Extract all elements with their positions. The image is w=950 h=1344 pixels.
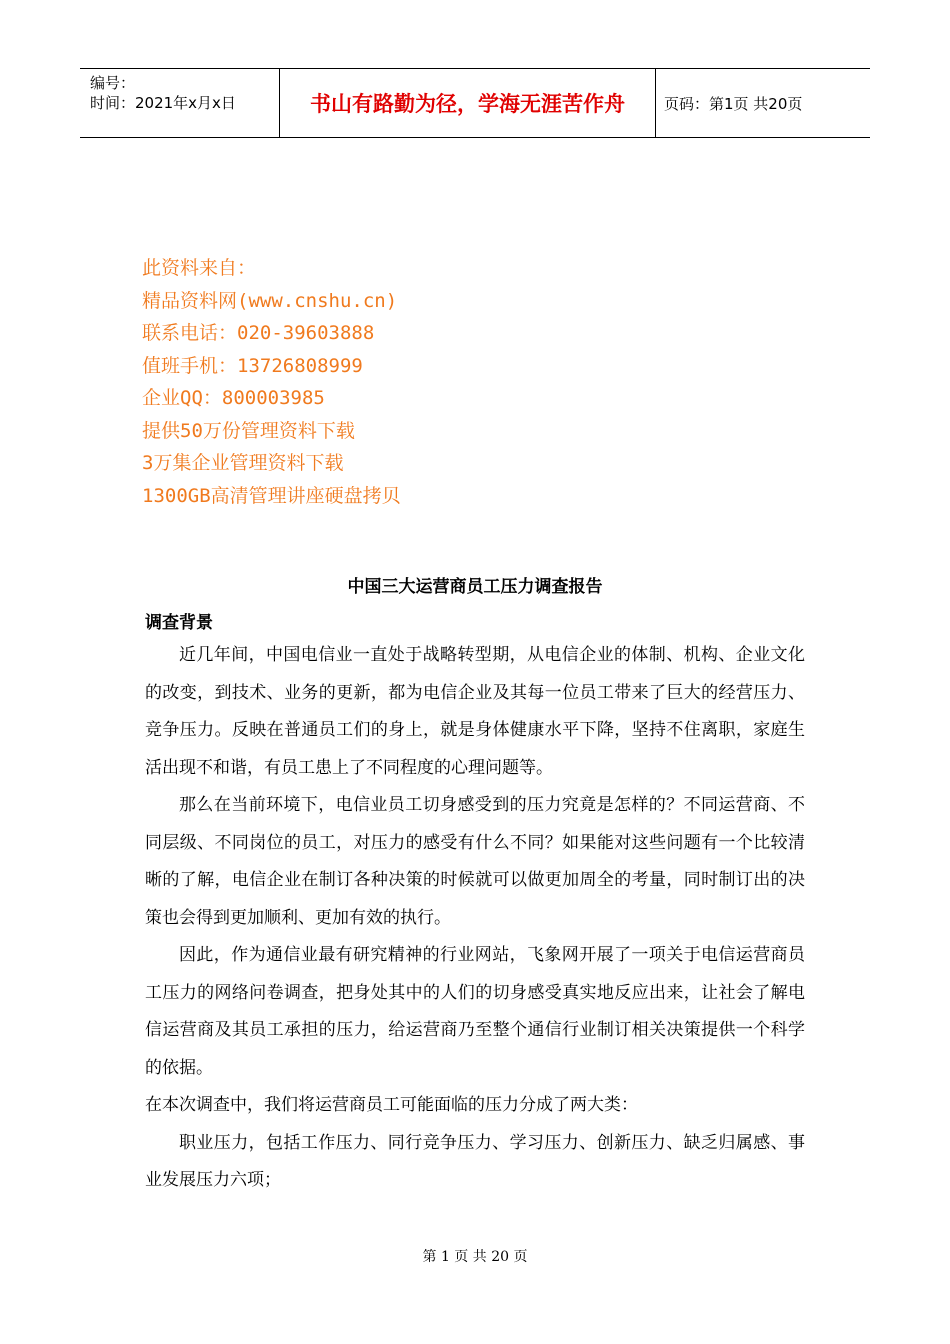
paragraph: 近几年间，中国电信业一直处于战略转型期，从电信企业的体制、机构、企业文化的改变，到技术、业务的更新，都为电信企业及其每一位员工带来了巨大的经营压力、竞争压力。反映在普通员工们的身上，就是身体健康水平下降，坚持不住离职，家庭生活出现不和谐，有员工患上了不同程度的心理问题等。 (145, 645, 805, 778)
body-text (145, 637, 805, 1200)
paragraph: 那么在当前环境下，电信业员工切身感受到的压力究竟是怎样的？不同运营商、不同层级、不同岗位的员工，对压力的感受有什么不同？如果能对这些问题有一个比较清晰的了解，电信企业在制订各种决策的时候就可以做更加周全的考量，同时制订出的决策也会得到更加顺利、更加有效的执行。 (145, 795, 805, 928)
ad-line: 1300GB高清管理讲座硬盘拷贝 (142, 484, 401, 507)
section-heading: 调查背景 (145, 613, 213, 633)
header-page-info: 页码：第1页 共20页 (664, 94, 803, 113)
ad-line: 3万集企业管理资料下载 (142, 452, 344, 474)
ad-line[interactable]: 精品资料网(www.cnshu.cn) (142, 289, 398, 312)
ad-line: 此资料来自： (142, 257, 257, 279)
ad-line: 提供50万份管理资料下载 (142, 419, 355, 442)
time-label: 时间：2021年x月x日 (90, 94, 236, 112)
document-title: 中国三大运营商员工压力调查报告 (347, 577, 603, 597)
ad-block (142, 252, 401, 512)
number-label: 编号： (90, 74, 136, 92)
header-meta-cell (80, 69, 280, 137)
ad-line: 联系电话：020-39603888 (142, 322, 375, 344)
page-footer: 第 1 页 共 20 页 (422, 1249, 528, 1265)
paragraph: 在本次调查中，我们将运营商员工可能面临的压力分成了两大类： (145, 1095, 638, 1115)
header-motto: 书山有路勤为径，学海无涯苦作舟 (280, 69, 656, 137)
ad-line: 值班手机：13726808999 (142, 354, 363, 377)
header-table (80, 68, 870, 138)
paragraph: 职业压力，包括工作压力、同行竞争压力、学习压力、创新压力、缺乏归属感、事业发展压力六项； (145, 1132, 805, 1190)
ad-line: 企业QQ：800003985 (142, 387, 325, 409)
paragraph: 因此，作为通信业最有研究精神的行业网站，飞象网开展了一项关于电信运营商员工压力的网络问卷调查，把身处其中的人们的切身感受真实地反应出来，让社会了解电信运营商及其员工承担的压力，给运营商乃至整个通信行业制订相关决策提供一个科学的依据。 (145, 945, 805, 1078)
